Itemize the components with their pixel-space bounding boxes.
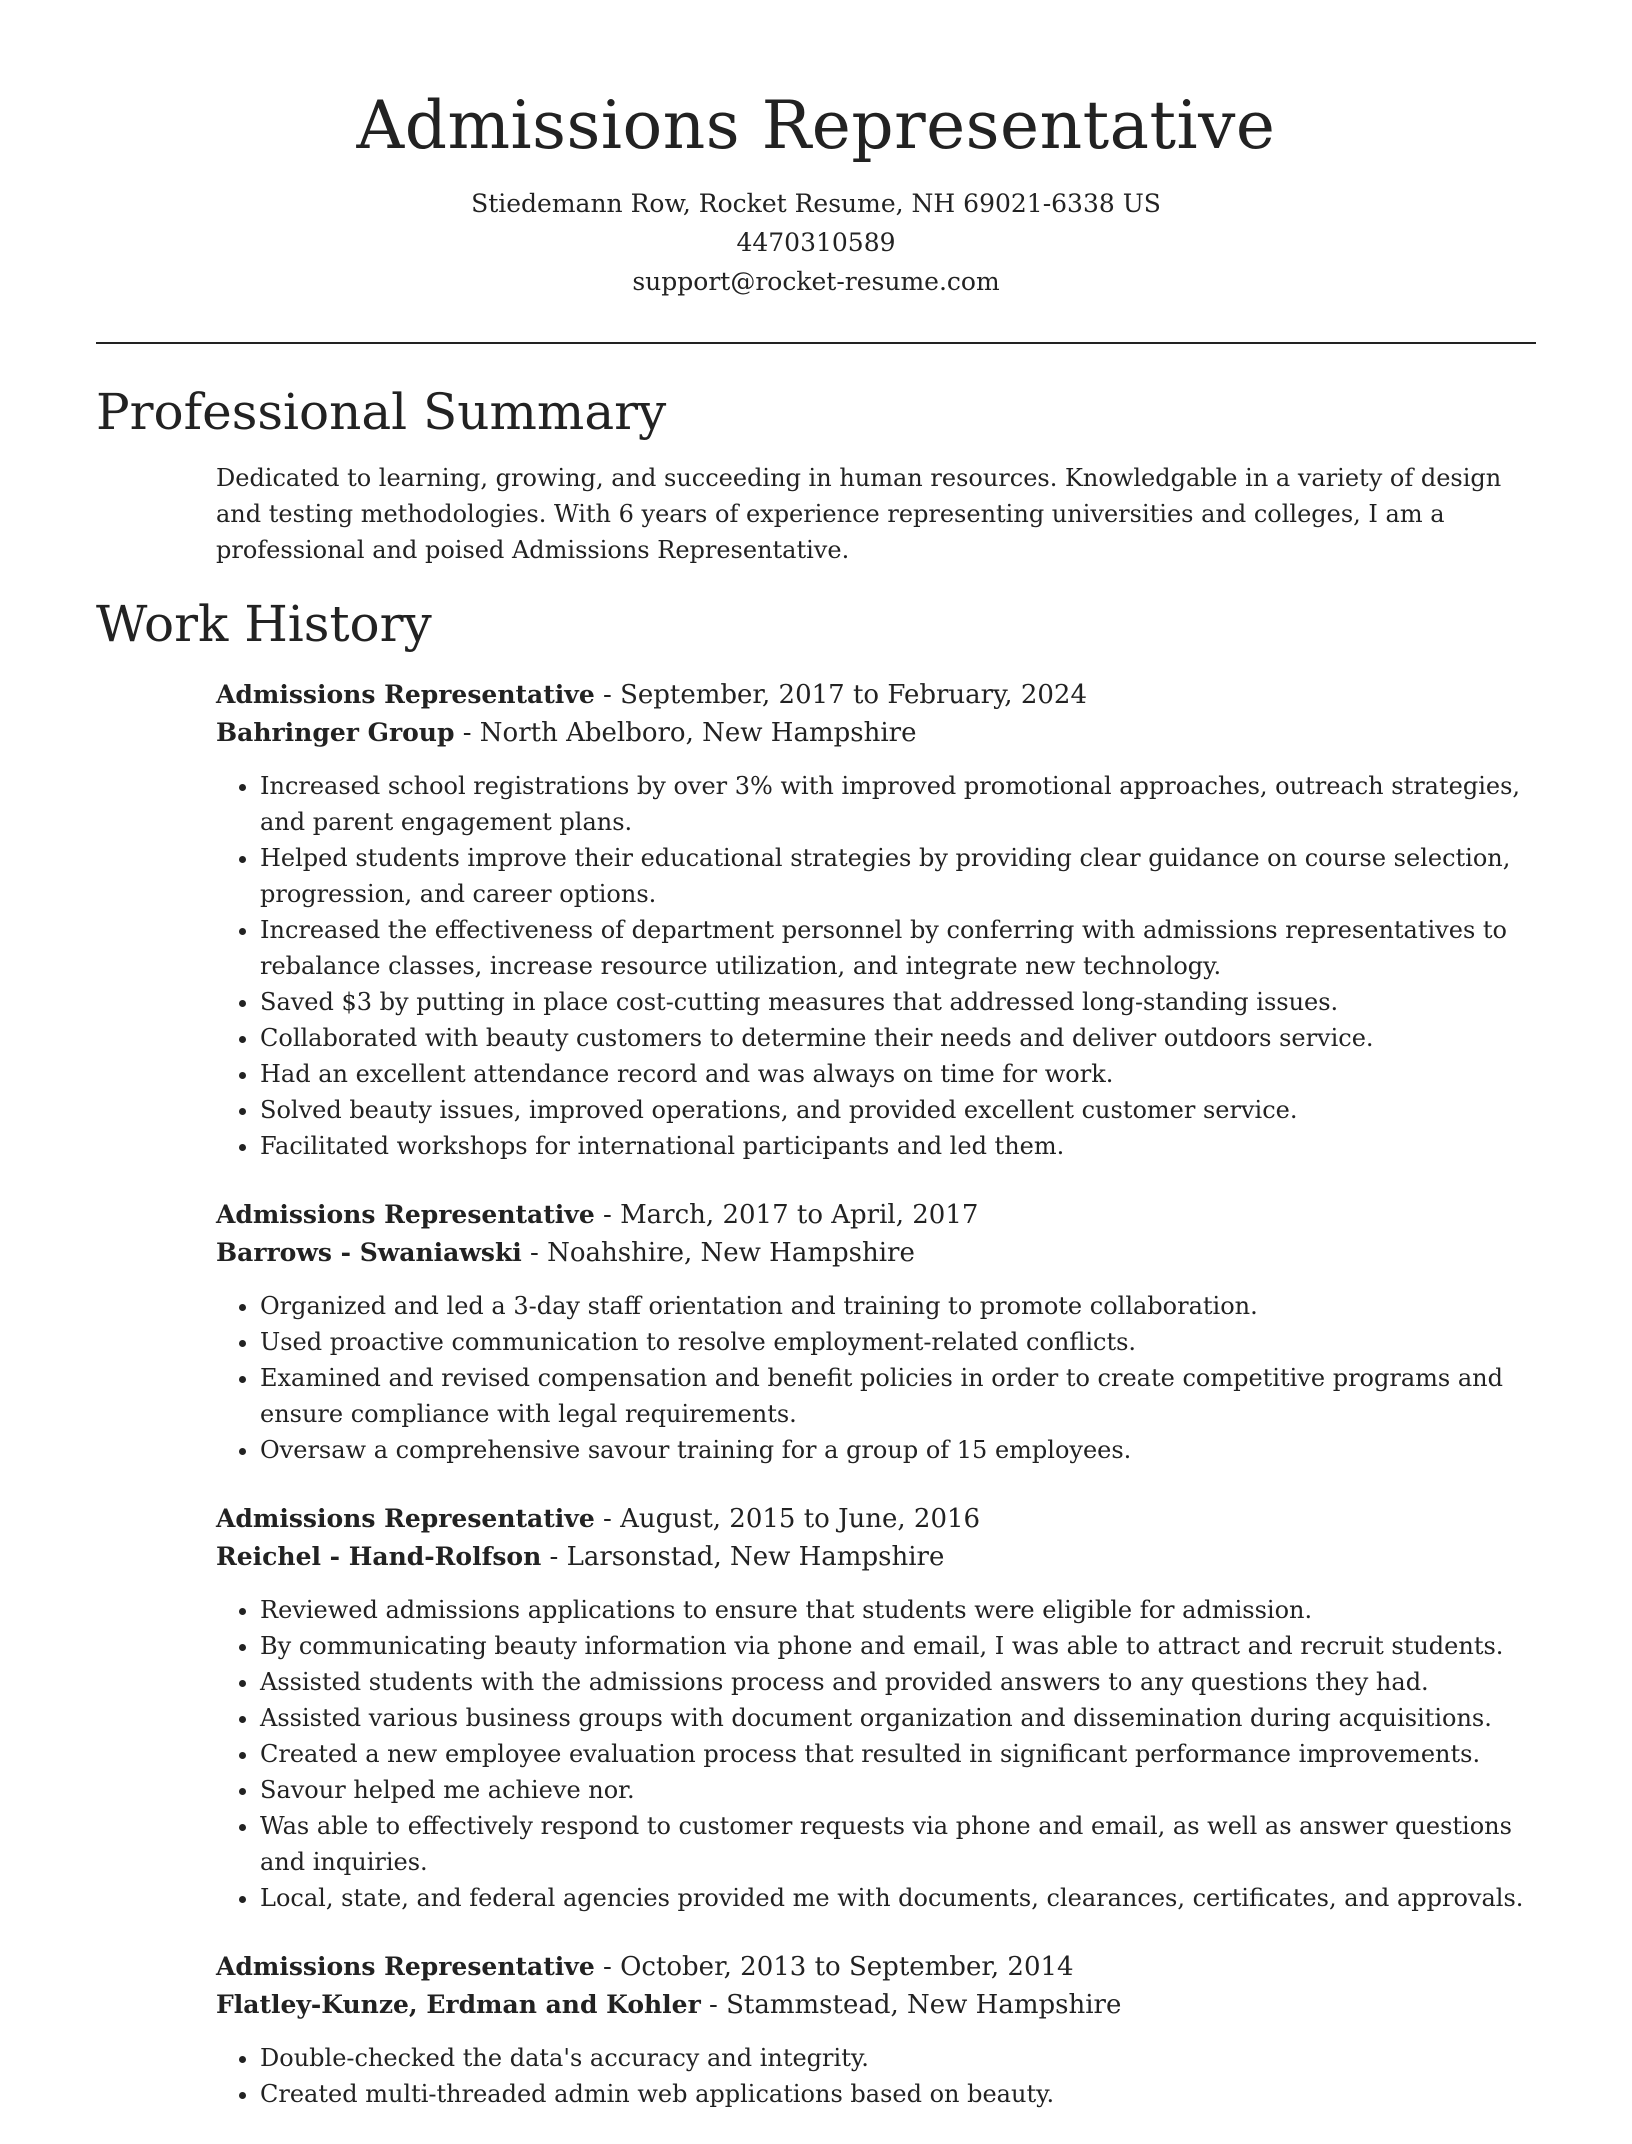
bullet-item: • Increased school registrations by over 3% with improved promotional approaches, outreach strategies, and parent engagement plans. xyxy=(260,768,1536,840)
separator: - xyxy=(454,718,480,748)
separator: - xyxy=(594,1952,621,1982)
separator: - xyxy=(594,1504,621,1534)
bullet-item: • Was able to effectively respond to customer requests via phone and email, as well as answer questions and inquiries. xyxy=(260,1808,1536,1880)
bullet-item: • Local, state, and federal agencies provided me with documents, clearances, certificates, and approvals. xyxy=(260,1880,1536,1916)
bullet-item: • Created multi-threaded admin web applications based on beauty. xyxy=(260,2076,1536,2112)
separator: - xyxy=(594,680,621,710)
bullet-item: • Created a new employee evaluation process that resulted in significant performance improvements. xyxy=(260,1736,1536,1772)
bullet-item: • Solved beauty issues, improved operations, and provided excellent customer service. xyxy=(260,1092,1536,1128)
job-company-line xyxy=(216,1986,1536,2024)
job-entry xyxy=(216,676,1536,1164)
job-title-line xyxy=(216,676,1536,714)
work-history-heading: Work History xyxy=(96,595,432,653)
work-history-list xyxy=(216,676,1536,2144)
job-bullets xyxy=(216,768,1536,1164)
bullet-item: • Facilitated workshops for international participants and led them. xyxy=(260,1128,1536,1164)
bullet-item: • Used proactive communication to resolve employment-related conflicts. xyxy=(260,1324,1536,1360)
header-divider xyxy=(96,342,1536,344)
separator: - xyxy=(594,1200,621,1230)
job-entry xyxy=(216,1500,1536,1916)
job-title-line xyxy=(216,1500,1536,1538)
job-role: Admissions Representative xyxy=(216,1200,595,1229)
job-title-line xyxy=(216,1196,1536,1234)
job-bullets xyxy=(216,1592,1536,1916)
job-dates: March, 2017 to April, 2017 xyxy=(620,1200,979,1230)
job-company-line xyxy=(216,1234,1536,1272)
separator: - xyxy=(541,1542,567,1572)
job-entry xyxy=(216,1948,1536,2112)
job-bullets xyxy=(216,2040,1536,2112)
bullet-item: • Increased the effectiveness of department personnel by conferring with admissions representatives to rebalance classes, increase resource utilization, and integrate new technology. xyxy=(260,912,1536,984)
bullet-item: • Helped students improve their educational strategies by providing clear guidance on course selection, progression, and career options. xyxy=(260,840,1536,912)
candidate-name: Admissions Representative xyxy=(356,87,1276,164)
resume-header xyxy=(96,86,1536,301)
phone: 4470310589 xyxy=(736,228,896,257)
bullet-item: • Had an excellent attendance record and was always on time for work. xyxy=(260,1056,1536,1092)
bullet-item: • Double-checked the data's accuracy and integrity. xyxy=(260,2040,1536,2076)
job-title-line xyxy=(216,1948,1536,1986)
bullet-item: • Collaborated with beauty customers to determine their needs and deliver outdoors service. xyxy=(260,1020,1536,1056)
bullet-item: • Assisted various business groups with document organization and dissemination during acquisitions. xyxy=(260,1700,1536,1736)
job-company: Flatley-Kunze, Erdman and Kohler xyxy=(216,1990,701,2019)
bullet-item: • Reviewed admissions applications to ensure that students were eligible for admission. xyxy=(260,1592,1536,1628)
summary-text: Dedicated to learning, growing, and succeeding in human resources. Knowledgable in a variety of design and testing methodologies. With 6 years of experience representing universities and colleges, I am a professional and poised Admissions Representative. xyxy=(216,464,1502,564)
job-company: Reichel - Hand-Rolfson xyxy=(216,1542,542,1571)
job-company-line xyxy=(216,1538,1536,1576)
bullet-item: • Saved $3 by putting in place cost-cutting measures that addressed long-standing issues. xyxy=(260,984,1536,1020)
bullet-item: • Savour helped me achieve nor. xyxy=(260,1772,1536,1808)
bullet-item: • By communicating beauty information via phone and email, I was able to attract and recruit students. xyxy=(260,1628,1536,1664)
job-location: Larsonstad, New Hampshire xyxy=(566,1542,945,1572)
job-dates: September, 2017 to February, 2024 xyxy=(620,680,1088,710)
job-location: Noahshire, New Hampshire xyxy=(547,1238,915,1268)
bullet-item: • Organized and led a 3-day staff orientation and training to promote collaboration. xyxy=(260,1288,1536,1324)
bullet-item: • Assisted students with the admissions process and provided answers to any questions they had. xyxy=(260,1664,1536,1700)
job-role: Admissions Representative xyxy=(216,1504,595,1533)
job-company-line xyxy=(216,714,1536,752)
job-location: Stammstead, New Hampshire xyxy=(726,1990,1122,2020)
job-dates: August, 2015 to June, 2016 xyxy=(620,1504,981,1534)
job-entry xyxy=(216,1196,1536,1468)
job-company: Bahringer Group xyxy=(216,718,455,747)
summary-heading: Professional Summary xyxy=(96,383,667,441)
email: support@rocket-resume.com xyxy=(632,267,1000,296)
separator: - xyxy=(521,1238,548,1268)
job-company: Barrows - Swaniawski xyxy=(216,1238,522,1267)
job-dates: October, 2013 to September, 2014 xyxy=(620,1952,1074,1982)
job-bullets xyxy=(216,1288,1536,1468)
job-role: Admissions Representative xyxy=(216,680,595,709)
bullet-item: • Examined and revised compensation and benefit policies in order to create competitive programs and ensure compliance with legal requirements. xyxy=(260,1360,1536,1432)
job-location: North Abelboro, New Hampshire xyxy=(479,718,917,748)
address: Stiedemann Row, Rocket Resume, NH 69021-6338 US xyxy=(471,189,1161,218)
job-role: Admissions Representative xyxy=(216,1952,595,1981)
contact-block xyxy=(96,184,1536,301)
bullet-item: • Oversaw a comprehensive savour training for a group of 15 employees. xyxy=(260,1432,1536,1468)
separator: - xyxy=(700,1990,727,2020)
